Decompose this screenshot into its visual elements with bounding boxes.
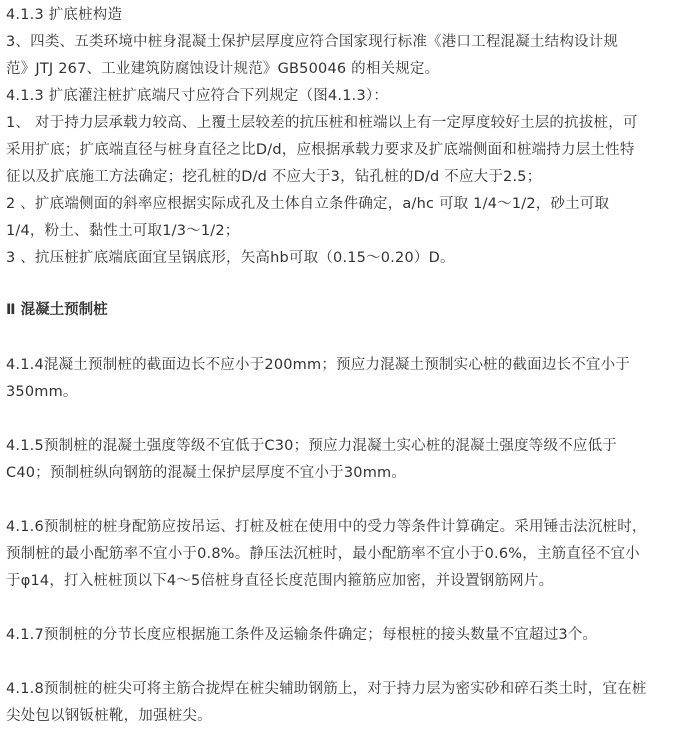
text-line: 4.1.8预制桩的桩尖可将主筋合拢焊在桩尖辅助钢筋上，对于持力层为密实砂和碎石类土时，宜在桩 (6, 681, 647, 697)
paragraph-4-1-7 (6, 622, 690, 649)
text-line: 4.1.7预制桩的分节长度应根据施工条件及运输条件确定；每根桩的接头数量不宜超过3个。 (6, 627, 598, 643)
paragraph-4-1-5 (6, 433, 690, 487)
text-line: 3、四类、五类环境中桩身混凝土保护层厚度应符合国家现行标准《港口工程混凝土结构设计规 (6, 34, 619, 50)
text-line: 尖处包以钢钣桩靴，加强桩尖。 (6, 708, 212, 724)
text-line: 3 、抗压桩扩底端底面宜呈锅底形，矢高hb可取（0.15～0.20）D。 (6, 250, 455, 266)
paragraph-4-1-6 (6, 514, 690, 595)
text-line: 预制桩的最小配筋率不宜小于0.8%。静压法沉桩时，最小配筋率不宜小于0.6%，主筋直径不宜小 (6, 546, 640, 562)
text-line: 2 、扩底端侧面的斜率应根据实际成孔及土体自立条件确定，a/hc 可取 1/4～1/2，砂土可取 (6, 196, 610, 212)
text-line: 采用扩底；扩底端直径与桩身直径之比D/d，应根据承载力要求及扩底端侧面和桩端持力层土性特 (6, 142, 635, 158)
text-line: 征以及扩底施工方法确定；挖孔桩的D/d 不应大于3，钻孔桩的D/d 不应大于2.5； (6, 169, 542, 185)
paragraph-4-1-4 (6, 352, 690, 406)
intro-block (6, 2, 690, 272)
text-line: 1、 对于持力层承载力较高、上覆土层较差的抗压桩和桩端以上有一定厚度较好土层的抗拔桩，可 (6, 115, 638, 131)
text-line: 4.1.6预制桩的桩身配筋应按吊运、打桩及桩在使用中的受力等条件计算确定。采用锤击法沉桩时， (6, 519, 647, 535)
text-line: 于φ14，打入桩桩顶以下4～5倍桩身直径长度范围内箍筋应加密，并设置钢筋网片。 (6, 573, 554, 589)
text-line: 范》JTJ 267、工业建筑防腐蚀设计规范》GB50046 的相关规定。 (6, 61, 440, 77)
text-line: 4.1.4混凝土预制桩的截面边长不应小于200mm；预应力混凝土预制实心桩的截面边长不宜小于 (6, 357, 631, 373)
section-heading: Ⅱ 混凝土预制桩 (6, 302, 108, 318)
text-line: 350mm。 (6, 384, 78, 400)
paragraph-4-1-8 (6, 676, 690, 730)
text-line: C40；预制桩纵向钢筋的混凝土保护层厚度不宜小于30mm。 (6, 465, 407, 481)
text-line: 1/4，粉土、黏性土可取1/3～1/2； (6, 223, 240, 239)
text-line: 4.1.3 扩底桩构造 (6, 7, 123, 23)
text-line: 4.1.3 扩底灌注桩扩底端尺寸应符合下列规定（图4.1.3）： (6, 88, 389, 104)
text-line: 4.1.5预制桩的混凝土强度等级不宜低于C30；预应力混凝土实心桩的混凝土强度等级不应低于 (6, 438, 617, 454)
